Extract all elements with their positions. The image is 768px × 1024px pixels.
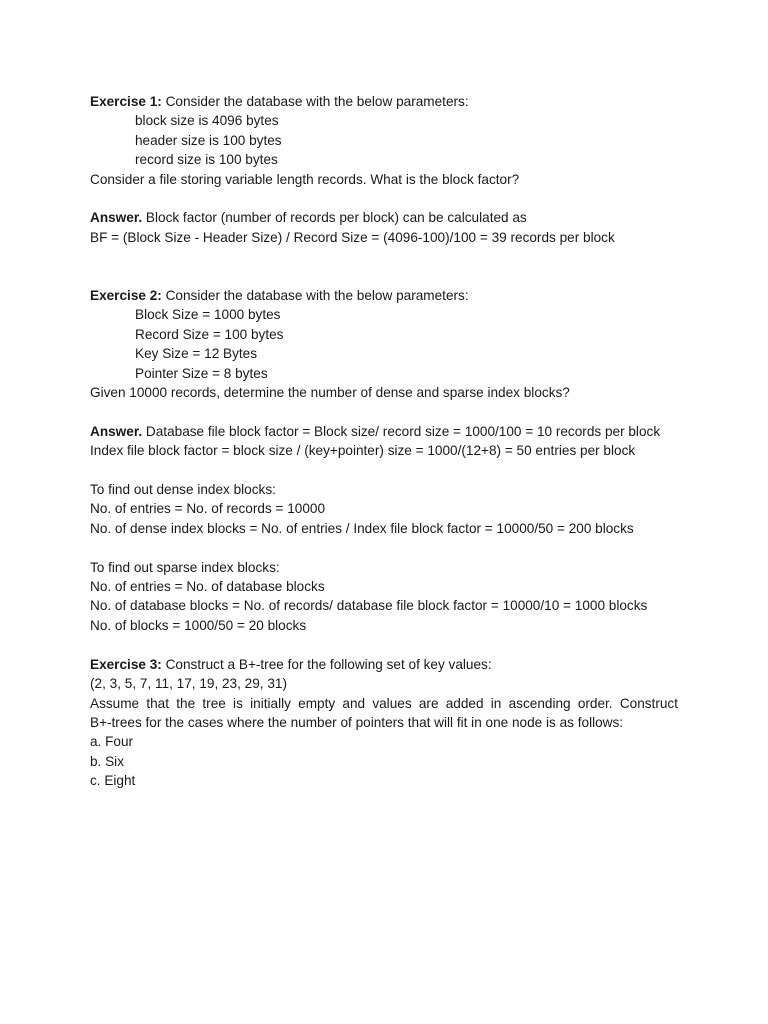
sparse-index-line: No. of entries = No. of database blocks bbox=[90, 579, 325, 595]
sparse-index-line: To find out sparse index blocks: bbox=[90, 559, 280, 575]
exercise-2-param: Pointer Size = 8 bytes bbox=[135, 365, 268, 381]
document-page bbox=[90, 92, 678, 791]
exercise-1-heading bbox=[90, 92, 678, 111]
exercise-2-question: Given 10000 records, determine the number of dense and sparse index blocks? bbox=[90, 385, 570, 401]
dense-index-line: To find out dense index blocks: bbox=[90, 482, 276, 498]
exercise-1-param: record size is 100 bytes bbox=[135, 152, 278, 168]
exercise-3-intro: Construct a B+-tree for the following set of key values: bbox=[161, 656, 492, 672]
exercise-2-label: Exercise 2: bbox=[90, 288, 162, 304]
exercise-2-answer-index-factor: Index file block factor = block size / (key+pointer) size = 1000/(12+8) = 50 entries per block bbox=[90, 443, 636, 459]
exercise-1-answer-text: Block factor (number of records per block) can be calculated as bbox=[142, 210, 527, 226]
exercise-2-param: Record Size = 100 bytes bbox=[135, 326, 284, 342]
exercise-1-intro: Consider the database with the below parameters: bbox=[161, 94, 469, 109]
exercise-1-param: header size is 100 bytes bbox=[135, 132, 282, 148]
exercise-2-answer-label: Answer. bbox=[90, 423, 143, 439]
exercise-2-intro: Consider the database with the below parameters: bbox=[161, 288, 469, 304]
exercise-3-option: a. Four bbox=[90, 734, 134, 750]
exercise-3-assumption: B+-trees for the cases where the number of pointers that will fit in one node is as follows: bbox=[90, 714, 624, 730]
exercise-1-answer bbox=[90, 208, 678, 227]
exercise-1-label: Exercise 1: bbox=[90, 94, 162, 109]
exercise-1-answer-formula: BF = (Block Size - Header Size) / Record Size = (4096-100)/100 = 39 records per block bbox=[90, 229, 615, 245]
exercise-3-option: b. Six bbox=[90, 753, 124, 769]
dense-index-line: No. of dense index blocks = No. of entries / Index file block factor = 10000/50 = 200 blocks bbox=[90, 520, 634, 536]
exercise-3-label: Exercise 3: bbox=[90, 656, 162, 672]
exercise-2-param: Block Size = 1000 bytes bbox=[135, 307, 281, 323]
exercise-1-param: block size is 4096 bytes bbox=[135, 113, 279, 129]
exercise-3-keys: (2, 3, 5, 7, 11, 17, 19, 23, 29, 31) bbox=[90, 676, 287, 692]
exercise-3-heading bbox=[90, 655, 678, 674]
exercise-2-answer-text: Database file block factor = Block size/ record size = 1000/100 = 10 records per block bbox=[142, 423, 661, 439]
sparse-index-line: No. of blocks = 1000/50 = 20 blocks bbox=[90, 617, 307, 633]
exercise-2-param: Key Size = 12 Bytes bbox=[135, 346, 258, 362]
exercise-2-heading bbox=[90, 286, 678, 305]
exercise-3-assumption: Assume that the tree is initially empty and values are added in ascending order. Construct bbox=[90, 695, 678, 711]
dense-index-line: No. of entries = No. of records = 10000 bbox=[90, 501, 326, 517]
exercise-1-question: Consider a file storing variable length records. What is the block factor? bbox=[90, 171, 520, 187]
sparse-index-line: No. of database blocks = No. of records/ database file block factor = 10000/10 = 1000 blocks bbox=[90, 598, 648, 614]
exercise-1-answer-label: Answer. bbox=[90, 210, 143, 226]
exercise-3-option: c. Eight bbox=[90, 773, 136, 789]
exercise-2-answer bbox=[90, 422, 678, 441]
